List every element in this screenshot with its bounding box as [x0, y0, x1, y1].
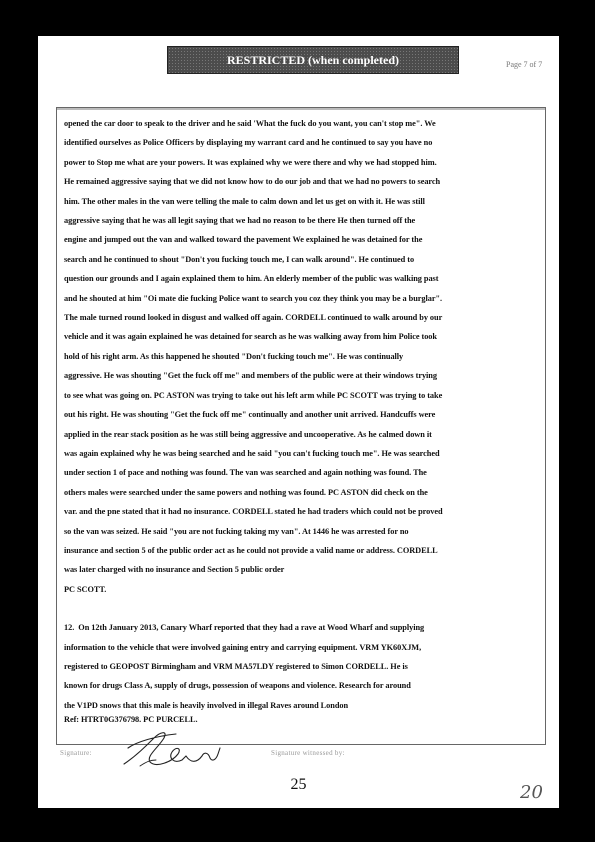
paragraph-12-line: known for drugs Class A, supply of drugs, possession of weapons and violence. Research for around [64, 681, 411, 691]
statement-line: applied in the rear stack position as he was still being aggressive and uncooperative. As he calmed down it [64, 429, 432, 439]
statement-line: vehicle and it was again explained he was detained for search as he was walking away from him Police took [64, 332, 437, 342]
statement-line: opened the car door to speak to the driver and he said 'What the fuck do you want, you can't stop me". We [64, 119, 436, 128]
statement-line: power to Stop me what are your powers. It was explained why we were there and why we had stopped him. [64, 157, 437, 167]
paragraph-12-first-line [64, 618, 540, 637]
statement-line: aggressive saying that he was all legit saying that we had no reason to be there He then turned off the [64, 216, 416, 226]
paragraph-12-line: registered to GEOPOST Birmingham and VRM MA57LDY registered to Simon CORDELL. He is [64, 661, 408, 671]
statement-line: aggressive. He was shouting "Get the fuck off me" and members of the public were at their windows trying [64, 371, 437, 381]
statement-line: so the van was seized. He said "you are not fucking taking my van". At 1446 he was arrested for no [64, 526, 409, 536]
signature-witness-label: Signature witnessed by: [271, 749, 345, 757]
page-label: Page 7 of 7 [506, 60, 543, 69]
statement-line: was later charged with no insurance and Section 5 public order [64, 565, 285, 575]
statement-text [64, 114, 540, 725]
paragraph-12-line: the V1PD snows that this male is heavily involved in illegal Raves around London [64, 700, 349, 710]
signature-area [56, 736, 544, 766]
signature-scribble [116, 726, 266, 771]
paragraph-12 [64, 618, 540, 725]
statement-line: under section 1 of pace and nothing was found. The van was searched and again nothing was found. The [64, 468, 427, 478]
statement-line: identified ourselves as Police Officers by displaying my warrant card and he continued to say you have no [64, 138, 433, 148]
document-page [38, 36, 559, 808]
statement-line: engine and jumped out the van and walked toward the pavement We explained he was detained for the [64, 235, 423, 245]
officer-signoff: PC SCOTT. [64, 584, 107, 594]
statement-line: others males were searched under the same powers and nothing was found. PC ASTON did check on the [64, 487, 428, 497]
statement-line: var. and the pne stated that it had no insurance. CORDELL stated he had traders which could not be proved [64, 507, 443, 517]
statement-line: and he shouted at him "Oi mate die fucking Police want to search you coz they think you may be a burglar". [64, 293, 443, 303]
statement-line: him. The other males in the van were telling the male to calm down and let us get on with it. He was still [64, 196, 425, 206]
handwritten-page-number [518, 780, 558, 804]
statement-line: He remained aggressive saying that we did not know how to do our job and that we had no powers to search [64, 177, 441, 187]
reference-line: Ref: HTRT0G376798. PC PURCELL. [64, 715, 198, 725]
signature-label: Signature: [60, 749, 92, 757]
statement-line: insurance and section 5 of the public order act as he could not provide a valid name or address. CORDELL [64, 545, 438, 555]
statement-line: hold of his right arm. As this happened he shouted "Don't fucking touch me". He was continually [64, 351, 404, 361]
statement-line: to see what was going on. PC ASTON was trying to take out his left arm while PC SCOTT was trying to take [64, 390, 443, 400]
paragraph-12-line: information to the vehicle that were involved gaining entry and carrying equipment. VRM YK60XJM, [64, 642, 422, 652]
statement-box [56, 107, 546, 745]
statement-line: was again explained why he was being searched and he said "you can't fucking touch me". He was searched [64, 448, 440, 458]
paragraph-12-text: On 12th January 2013, Canary Wharf reported that they had a rave at Wood Wharf and supplying [78, 623, 425, 633]
paragraph-number: 12. [64, 623, 75, 633]
statement-line: out his right. He was shouting "Get the fuck off me" continually and another unit arrived. Handcuffs were [64, 410, 436, 420]
handwritten-number-text: 20 [520, 782, 543, 803]
restricted-banner: RESTRICTED (when completed) [167, 46, 459, 74]
page-number: 25 [290, 776, 307, 793]
statement-line: search and he continued to shout "Don't you fucking touch me, I can walk around". He continued to [64, 254, 415, 264]
statement-line: question our grounds and I again explained them to him. An elderly member of the public was walking past [64, 274, 439, 284]
statement-line: The male turned round looked in disgust and walked off again. CORDELL continued to walk around by our [64, 313, 443, 323]
